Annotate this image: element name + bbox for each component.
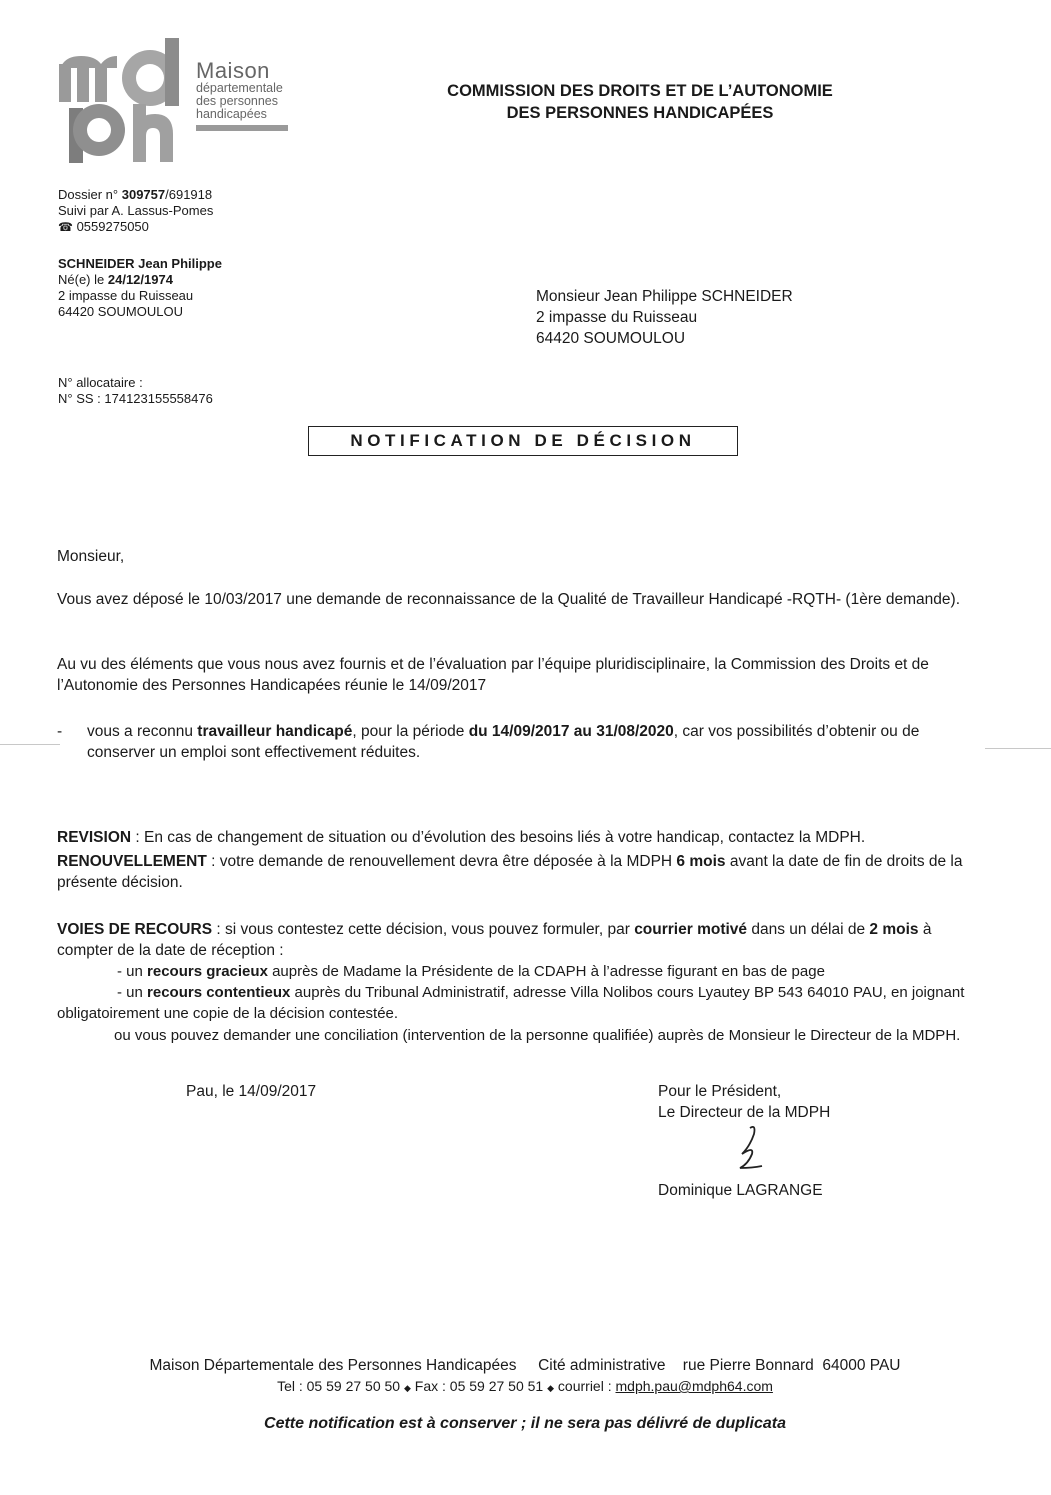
allocataire-number: N° allocataire : <box>58 375 143 390</box>
commission-header-line-2: DES PERSONNES HANDICAPÉES <box>506 104 774 122</box>
separator-diamond: ◆ <box>547 1383 555 1393</box>
dossier-phone: ☎ 0559275050 <box>58 219 149 234</box>
signature-for: Pour le Président, <box>658 1083 782 1100</box>
recipient-address <box>536 286 793 349</box>
handwritten-signature <box>728 1124 778 1176</box>
commission-header-line-1: COMMISSION DES DROITS ET DE L’AUTONOMIE <box>447 82 833 100</box>
place-date: Pau, le 14/09/2017 <box>186 1083 317 1100</box>
recours-gracieux: - un recours gracieux auprès de Madame la Présidente de la CDAPH à l’adresse figurant en bas de page <box>117 963 825 980</box>
decision-text: vous a reconnu travailleur handicapé, pour la période du 14/09/2017 au 31/08/2020, car vos possibilités d’obtenir ou de conserver un emploi sont effectivement réduites. <box>87 723 920 761</box>
commission-header <box>395 80 885 124</box>
separator-diamond: ◆ <box>403 1383 411 1393</box>
logo-text <box>196 60 288 131</box>
scan-mark-left <box>0 744 60 745</box>
logo-line-1: départementale <box>196 81 283 95</box>
logo-line-2: des personnes <box>196 94 279 108</box>
logo-line-3: handicapées <box>196 107 267 121</box>
ids-block <box>58 375 213 407</box>
notification-title: NOTIFICATION DE DÉCISION <box>308 426 738 456</box>
salutation: Monsieur, <box>57 548 125 565</box>
signatory-name: Dominique LAGRANGE <box>658 1182 823 1199</box>
logo-maison: Maison <box>196 58 270 83</box>
paragraph-request: Vous avez déposé le 10/03/2017 une demande de reconnaissance de la Qualité de Travailleur Handicapé -RQTH- (1ère demande). <box>57 591 961 608</box>
mdph-logo <box>55 38 295 163</box>
dossier-number: Dossier n° 309757/691918 <box>58 187 213 202</box>
dossier-block <box>58 187 213 235</box>
logo-bar <box>196 125 288 131</box>
conciliation-paragraph: ou vous pouvez demander une conciliation (intervention de la personne qualifiée) auprès de Monsieur le Directeur de la MDPH. <box>114 1027 961 1044</box>
scan-mark-right <box>985 748 1051 749</box>
footer-contact: Tel : 05 59 27 50 50 ◆ Fax : 05 59 27 50 51 ◆ courriel : mdph.pau@mdph64.com <box>277 1378 773 1394</box>
email-link[interactable]: mdph.pau@mdph64.com <box>615 1378 773 1394</box>
recipient-line-2: 2 impasse du Ruisseau <box>536 309 698 326</box>
dossier-suivi: Suivi par A. Lassus-Pomes <box>58 203 214 218</box>
mdph-logo-mark <box>55 38 195 163</box>
signature-block <box>658 1081 830 1123</box>
revision-paragraph: REVISION : En cas de changement de situation ou d’évolution des besoins liés à votre handicap, contactez la MDPH. <box>57 829 866 846</box>
beneficiary-name: SCHNEIDER Jean Philippe <box>58 256 222 271</box>
footer-address: Maison Départementale des Personnes Handicapées Cité administrative rue Pierre Bonnard 64000 PAU <box>149 1357 901 1374</box>
beneficiary-block <box>58 256 222 320</box>
recours-contentieux: - un recours contentieux auprès du Tribunal Administratif, adresse Villa Nolibos cours Lyautey BP 543 64010 PAU, en joignant obligatoirement une copie de la décision contestée. <box>57 984 965 1022</box>
recipient-line-1: Monsieur Jean Philippe SCHNEIDER <box>536 288 793 305</box>
ss-number: N° SS : 174123155558476 <box>58 391 213 406</box>
dash-bullet: - <box>57 723 63 740</box>
beneficiary-address-2: 64420 SOUMOULOU <box>58 304 183 319</box>
phone-icon: ☎ <box>58 220 73 234</box>
recipient-line-3: 64420 SOUMOULOU <box>536 330 686 347</box>
beneficiary-birth: Né(e) le 24/12/1974 <box>58 272 173 287</box>
renouvellement-paragraph: RENOUVELLEMENT : votre demande de renouvellement devra être déposée à la MDPH 6 mois avant la date de fin de droits de la présente décision. <box>57 853 963 891</box>
paragraph-evaluation: Au vu des éléments que vous nous avez fournis et de l’évaluation par l’équipe pluridisciplinaire, la Commission des Droits et de l’Autonomie des Personnes Handicapées réunie le 14/09/2017 <box>57 656 929 694</box>
signature-role: Le Directeur de la MDPH <box>658 1104 831 1121</box>
beneficiary-address-1: 2 impasse du Ruisseau <box>58 288 194 303</box>
conservation-note: Cette notification est à conserver ; il ne sera pas délivré de duplicata <box>264 1415 786 1432</box>
recours-paragraph: VOIES DE RECOURS : si vous contestez cette décision, vous pouvez formuler, par courrier motivé dans un délai de 2 mois à compter de la date de réception : <box>57 921 932 959</box>
